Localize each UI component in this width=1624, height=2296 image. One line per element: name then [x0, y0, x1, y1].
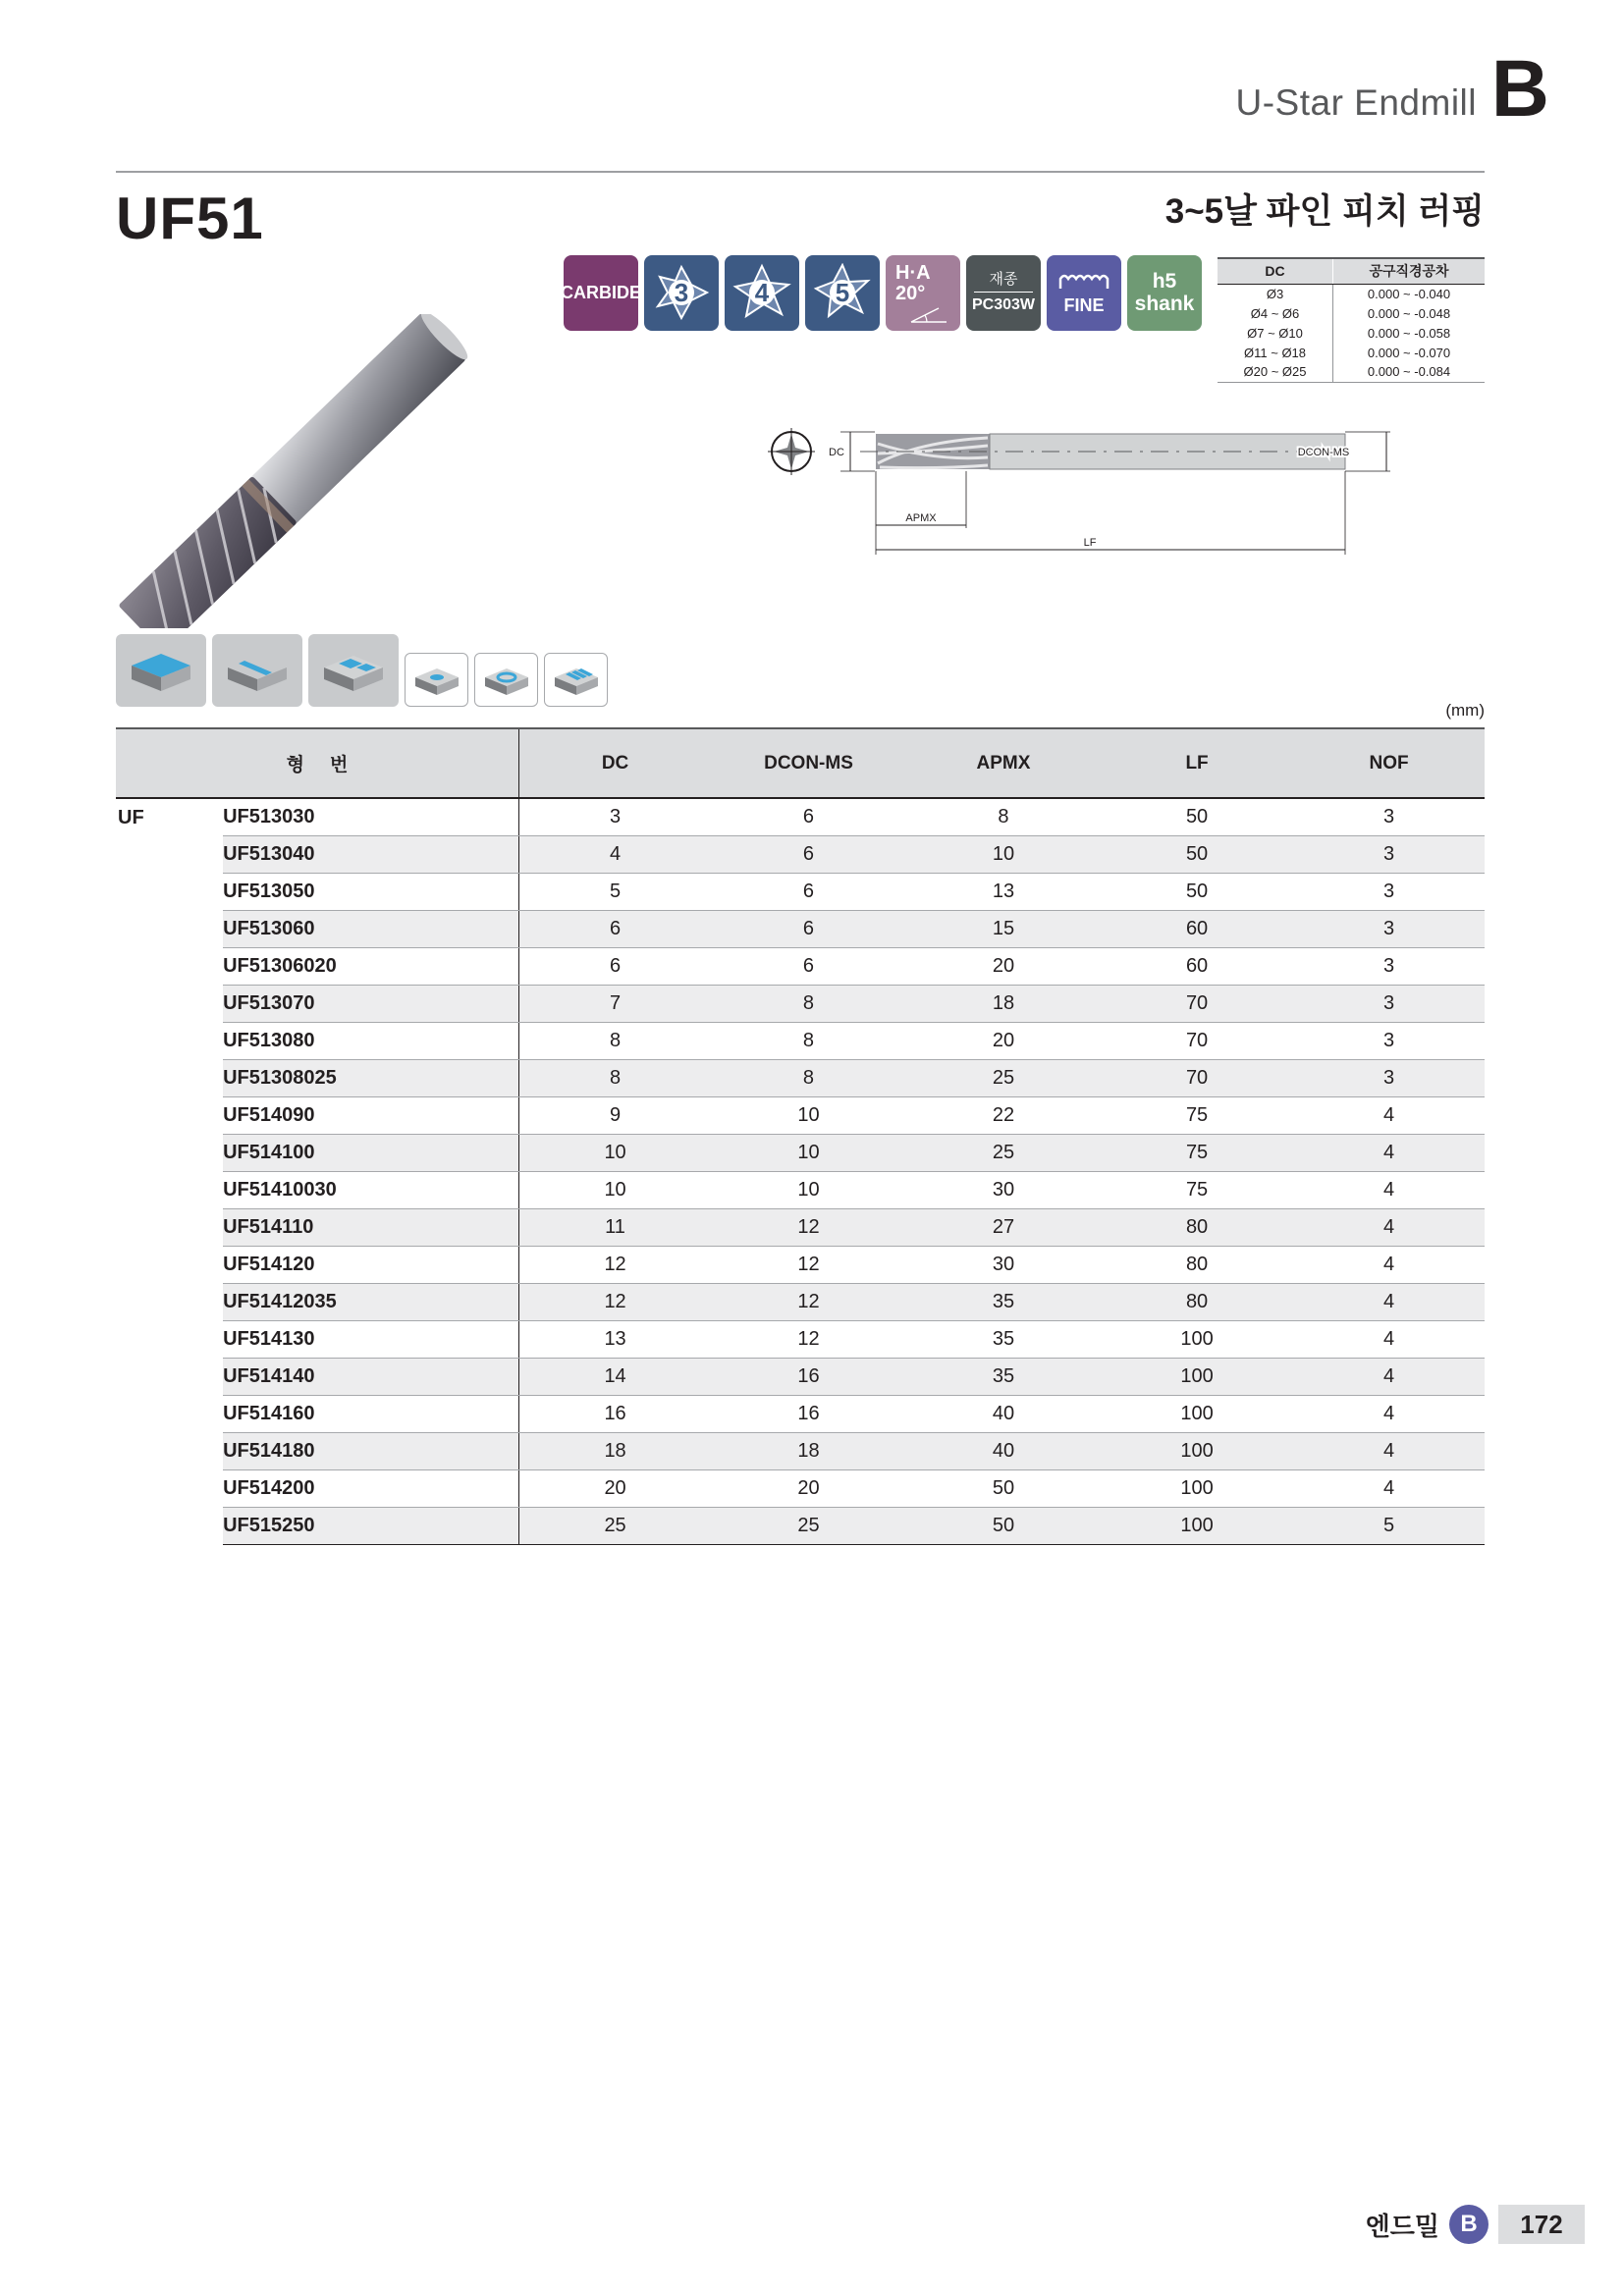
type-code: UF51412035 — [223, 1283, 518, 1320]
lf-value: 80 — [1101, 1208, 1293, 1246]
apmx-value: 20 — [906, 1022, 1101, 1059]
helix-label: H·A — [895, 262, 931, 284]
dc-value: 12 — [519, 1246, 711, 1283]
nof-value: 3 — [1293, 798, 1485, 835]
dcon-dimension-label: DCON-MS — [1297, 447, 1350, 458]
table-row — [116, 1208, 1485, 1246]
dimension-diagram — [762, 412, 1390, 560]
dc-value: 12 — [519, 1283, 711, 1320]
dc-value: 10 — [519, 1171, 711, 1208]
table-row — [116, 1134, 1485, 1171]
dcon-ms-value: 10 — [711, 1171, 906, 1208]
nof-value: 3 — [1293, 873, 1485, 910]
dcon-ms-value: 16 — [711, 1358, 906, 1395]
dc-value: 25 — [519, 1507, 711, 1544]
table-row — [116, 947, 1485, 985]
flute-4-badge — [725, 255, 799, 331]
tolerance-value: 0.000 ~ -0.058 — [1367, 325, 1451, 341]
dcon-ms-value: 12 — [711, 1320, 906, 1358]
fine-wave-icon — [1057, 271, 1110, 293]
tolerance-row — [1218, 303, 1485, 323]
dcon-ms-value: 18 — [711, 1432, 906, 1469]
fine-pitch-badge — [1047, 255, 1121, 331]
table-row — [116, 1059, 1485, 1096]
apmx-value: 10 — [906, 835, 1101, 873]
fine-label: FINE — [1063, 295, 1105, 316]
dcon-ms-value: 25 — [711, 1507, 906, 1544]
series-group-label: UF — [118, 807, 144, 828]
lf-value: 75 — [1101, 1134, 1293, 1171]
dc-value: 8 — [519, 1059, 711, 1096]
dc-value: 18 — [519, 1432, 711, 1469]
lf-value: 100 — [1101, 1320, 1293, 1358]
nof-value: 4 — [1293, 1096, 1485, 1134]
dcon-ms-value: 12 — [711, 1208, 906, 1246]
type-number-header: 형번 — [116, 728, 519, 798]
column-header-lf: LF — [1101, 728, 1293, 798]
lf-value: 70 — [1101, 1022, 1293, 1059]
dcon-ms-value: 6 — [711, 873, 906, 910]
h5-shank-badge — [1127, 255, 1202, 331]
dc-value: 10 — [519, 1134, 711, 1171]
feature-badges — [561, 255, 1202, 331]
type-code: UF514120 — [223, 1246, 518, 1283]
apmx-dimension-label: APMX — [905, 512, 937, 524]
nof-value: 3 — [1293, 835, 1485, 873]
angle-icon — [909, 306, 948, 324]
lf-value: 100 — [1101, 1469, 1293, 1507]
nof-value: 4 — [1293, 1320, 1485, 1358]
coating-label: 재종 — [974, 272, 1033, 293]
dcon-ms-value: 6 — [711, 947, 906, 985]
apmx-value: 27 — [906, 1208, 1101, 1246]
lf-value: 100 — [1101, 1432, 1293, 1469]
type-code: UF51410030 — [223, 1171, 518, 1208]
end-view-icon — [768, 428, 815, 475]
dc-value: 6 — [519, 910, 711, 947]
lf-value: 100 — [1101, 1507, 1293, 1544]
table-row — [116, 910, 1485, 947]
table-row — [116, 1283, 1485, 1320]
nof-value: 4 — [1293, 1134, 1485, 1171]
type-code: UF513040 — [223, 835, 518, 873]
tolerance-value: 0.000 ~ -0.048 — [1367, 305, 1451, 321]
dc-value: 14 — [519, 1358, 711, 1395]
nof-value: 4 — [1293, 1208, 1485, 1246]
apmx-value: 13 — [906, 873, 1101, 910]
type-code: UF514160 — [223, 1395, 518, 1432]
series-title: U-Star Endmill — [1235, 82, 1477, 123]
table-row — [116, 1469, 1485, 1507]
dcon-ms-value: 6 — [711, 835, 906, 873]
table-row — [116, 1358, 1485, 1395]
dc-value: 20 — [519, 1469, 711, 1507]
table-row — [116, 1096, 1485, 1134]
column-header-dc: DC — [519, 728, 711, 798]
dcon-ms-value: 20 — [711, 1469, 906, 1507]
specification-table — [116, 727, 1485, 1545]
tolerance-value: 0.000 ~ -0.040 — [1367, 286, 1451, 301]
header-divider — [116, 171, 1485, 173]
apmx-value: 25 — [906, 1059, 1101, 1096]
nof-value: 4 — [1293, 1469, 1485, 1507]
lf-value: 80 — [1101, 1283, 1293, 1320]
tolerance-dc-range: Ø3 — [1218, 284, 1333, 303]
helical-interpolation-application-icon — [474, 653, 538, 707]
type-code: UF514140 — [223, 1358, 518, 1395]
table-row — [116, 1246, 1485, 1283]
apmx-value: 8 — [906, 798, 1101, 835]
tolerance-row — [1218, 343, 1485, 362]
carbide-badge — [561, 255, 642, 331]
dcon-ms-value: 10 — [711, 1134, 906, 1171]
type-code: UF514110 — [223, 1208, 518, 1246]
apmx-value: 50 — [906, 1469, 1101, 1507]
table-row — [116, 1507, 1485, 1544]
type-code: UF514200 — [223, 1469, 518, 1507]
tolerance-value: 0.000 ~ -0.084 — [1333, 362, 1485, 382]
dcon-ms-value: 8 — [711, 1022, 906, 1059]
dc-value: 9 — [519, 1096, 711, 1134]
dc-dimension-label: DC — [829, 447, 844, 458]
tolerance-row — [1218, 362, 1485, 382]
lf-value: 60 — [1101, 910, 1293, 947]
footer-category: 엔드밀 — [1365, 2211, 1439, 2241]
flute-5-badge — [805, 255, 880, 331]
lf-value: 75 — [1101, 1171, 1293, 1208]
table-row — [116, 1320, 1485, 1358]
lf-value: 50 — [1101, 873, 1293, 910]
dc-value: 13 — [519, 1320, 711, 1358]
type-code: UF51306020 — [223, 947, 518, 985]
tolerance-value: 0.000 ~ -0.070 — [1367, 345, 1451, 360]
dc-value: 4 — [519, 835, 711, 873]
apmx-value: 18 — [906, 985, 1101, 1022]
tolerance-dc-range: Ø11 ~ Ø18 — [1218, 343, 1333, 362]
apmx-value: 15 — [906, 910, 1101, 947]
diameter-tolerance-table — [1218, 257, 1485, 383]
dc-value: 6 — [519, 947, 711, 985]
type-code: UF514130 — [223, 1320, 518, 1358]
type-code: UF514090 — [223, 1096, 518, 1134]
endmill-product-image — [106, 314, 499, 628]
nof-value: 4 — [1293, 1283, 1485, 1320]
table-row — [116, 1171, 1485, 1208]
page-footer — [1366, 2205, 1585, 2244]
table-row — [116, 985, 1485, 1022]
tolerance-header-range: 공구직경공차 — [1333, 258, 1485, 284]
dc-value: 11 — [519, 1208, 711, 1246]
nof-value: 3 — [1293, 910, 1485, 947]
dcon-ms-value: 6 — [711, 910, 906, 947]
dc-value: 7 — [519, 985, 711, 1022]
type-code: UF51308025 — [223, 1059, 518, 1096]
apmx-value: 22 — [906, 1096, 1101, 1134]
coating-badge — [966, 255, 1041, 331]
type-code: UF514100 — [223, 1134, 518, 1171]
nof-value: 4 — [1293, 1432, 1485, 1469]
lf-value: 100 — [1101, 1358, 1293, 1395]
flute-5-label: 5 — [835, 277, 850, 307]
dcon-ms-value: 8 — [711, 1059, 906, 1096]
apmx-value: 40 — [906, 1432, 1101, 1469]
table-row — [116, 798, 1485, 835]
tolerance-dc-range: Ø4 ~ Ø6 — [1218, 303, 1333, 323]
dc-value: 3 — [519, 798, 711, 835]
tolerance-row — [1218, 284, 1485, 303]
shank-tolerance: h5 — [1152, 270, 1177, 294]
type-code: UF513080 — [223, 1022, 518, 1059]
dcon-ms-value: 6 — [711, 798, 906, 835]
application-icons — [116, 634, 608, 707]
product-description: 3~5날 파인 피치 러핑 — [1164, 192, 1485, 231]
flute-4-label: 4 — [754, 277, 770, 307]
type-code: UF514180 — [223, 1432, 518, 1469]
face-milling-application-icon — [116, 634, 206, 707]
dcon-ms-value: 10 — [711, 1096, 906, 1134]
apmx-value: 50 — [906, 1507, 1101, 1544]
carbide-label: CARBIDE — [561, 283, 642, 303]
section-letter: B — [1490, 44, 1549, 133]
pocketing-application-icon — [308, 634, 399, 707]
coating-grade: PC303W — [971, 295, 1036, 313]
helix-angle-badge — [886, 255, 960, 331]
dcon-ms-value: 16 — [711, 1395, 906, 1432]
apmx-value: 30 — [906, 1171, 1101, 1208]
lf-value: 70 — [1101, 985, 1293, 1022]
lf-value: 80 — [1101, 1246, 1293, 1283]
table-row — [116, 835, 1485, 873]
table-row — [116, 873, 1485, 910]
type-code: UF515250 — [223, 1507, 518, 1544]
nof-value: 5 — [1293, 1507, 1485, 1544]
table-row — [116, 1432, 1485, 1469]
lf-value: 100 — [1101, 1395, 1293, 1432]
flute-3-badge — [644, 255, 719, 331]
nof-value: 4 — [1293, 1171, 1485, 1208]
nof-value: 4 — [1293, 1395, 1485, 1432]
lf-value: 50 — [1101, 835, 1293, 873]
dcon-ms-value: 12 — [711, 1283, 906, 1320]
apmx-value: 40 — [906, 1395, 1101, 1432]
type-code: UF513050 — [223, 873, 518, 910]
tolerance-dc-range: Ø20 ~ Ø25 — [1218, 362, 1333, 382]
apmx-value: 35 — [906, 1320, 1101, 1358]
tolerance-dc-range: Ø7 ~ Ø10 — [1218, 323, 1333, 343]
page-number: 172 — [1498, 2205, 1585, 2244]
helix-angle-value: 20° — [895, 283, 926, 304]
shank-label: shank — [1134, 292, 1195, 315]
dc-value: 8 — [519, 1022, 711, 1059]
nof-value: 3 — [1293, 1059, 1485, 1096]
ramping-application-icon — [405, 653, 468, 707]
table-row — [116, 1022, 1485, 1059]
nof-value: 3 — [1293, 985, 1485, 1022]
column-header-dcon-ms: DCON-MS — [711, 728, 906, 798]
dc-value: 5 — [519, 873, 711, 910]
dcon-ms-value: 8 — [711, 985, 906, 1022]
lf-value: 60 — [1101, 947, 1293, 985]
product-code: UF51 — [116, 186, 264, 251]
apmx-value: 25 — [906, 1134, 1101, 1171]
flute-3-label: 3 — [674, 277, 689, 307]
lf-dimension-label: LF — [1083, 537, 1097, 549]
apmx-value: 30 — [906, 1246, 1101, 1283]
multi-slot-application-icon — [544, 653, 608, 707]
type-code: UF513030 — [223, 798, 518, 835]
apmx-value: 20 — [906, 947, 1101, 985]
apmx-value: 35 — [906, 1283, 1101, 1320]
column-header-nof: NOF — [1293, 728, 1485, 798]
slotting-application-icon — [212, 634, 302, 707]
tolerance-header-dc: DC — [1218, 258, 1333, 284]
nof-value: 4 — [1293, 1246, 1485, 1283]
nof-value: 3 — [1293, 947, 1485, 985]
lf-value: 50 — [1101, 798, 1293, 835]
lf-value: 70 — [1101, 1059, 1293, 1096]
tolerance-row — [1218, 323, 1485, 343]
footer-section-badge: B — [1449, 2205, 1489, 2244]
unit-label: (mm) — [1445, 701, 1485, 720]
nof-value: 3 — [1293, 1022, 1485, 1059]
apmx-value: 35 — [906, 1358, 1101, 1395]
table-row — [116, 1395, 1485, 1432]
type-code: UF513070 — [223, 985, 518, 1022]
column-header-apmx: APMX — [906, 728, 1101, 798]
dc-value: 16 — [519, 1395, 711, 1432]
dcon-ms-value: 12 — [711, 1246, 906, 1283]
nof-value: 4 — [1293, 1358, 1485, 1395]
type-code: UF513060 — [223, 910, 518, 947]
lf-value: 75 — [1101, 1096, 1293, 1134]
